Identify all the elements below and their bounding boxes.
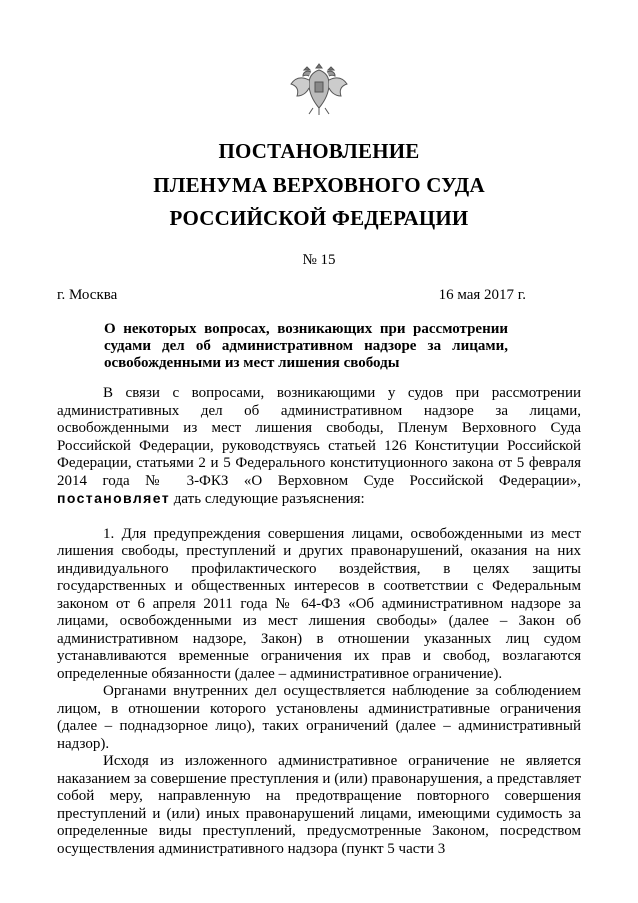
body-paragraph-2: Органами внутренних дел осуществляется наблюдение за соблюдением лицом, в отношении которого установлены административные ограничения (далее – поднадзорное лицо), таких ограничений (далее – административный надзор).	[57, 683, 581, 752]
preamble-text: В связи с вопросами, возникающими у судов при рассмотрении административных дел об административном надзоре за лицами, освобожденными из мест лишения свободы, Пленум Верховного Суда Российской Федерации, руководствуясь статьей 126 Конституции Российской Федерации, статьями 2 и 5 Федерального конституционного закона от 5 февраля 2014 года № 3-ФКЗ «О Верховном Суде Российской Федерации»,	[57, 385, 581, 489]
document-subject: О некоторых вопросах, возникающих при рассмотрении судами дел об административном надзоре за лицами, освобожденными из мест лишения свободы	[104, 321, 508, 371]
document-title-line-3: РОССИЙСКОЙ ФЕДЕРАЦИИ	[169, 206, 469, 230]
body-paragraph-1: 1. Для предупреждения совершения лицами, освобожденными из мест лишения свободы, преступлений и других правонарушений, оказания на них индивидуального профилактического воздействия, в целях защиты государственных и общественных интересов в соответствии с Федеральным законом от 6 апреля 2011 года № 64-ФЗ «Об административном надзоре за лицами, освобожденными из мест лишения свободы» (далее – Закон об административном надзоре, Закон) в отношении указанных лиц судом устанавливаются временные ограничения их прав и свобод, возлагаются определенные обязанности (далее – административное ограничение).	[57, 525, 581, 682]
document-body	[57, 385, 581, 858]
preamble-text-after: дать следующие разъяснения:	[173, 491, 365, 507]
document-place: г. Москва	[57, 287, 118, 303]
resolve-word: постановляет	[57, 490, 171, 506]
document-title-line-1: ПОСТАНОВЛЕНИЕ	[218, 139, 420, 163]
document-title-line-2: ПЛЕНУМА ВЕРХОВНОГО СУДА	[153, 173, 485, 197]
document-number: № 15	[302, 252, 336, 268]
document-date: 16 мая 2017 г.	[438, 287, 526, 303]
preamble-paragraph	[57, 385, 581, 509]
body-paragraph-3: Исходя из изложенного административное ограничение не является наказанием за совершение преступления и (или) правонарушения, а представляет собой меру, направленную на предотвращение повторного совершения преступлений и (или) иных правонарушений лицами, имеющими судимость за определенные виды преступлений, предусмотренные Законом, посредством осуществления административного надзора (пункт 5 части 3	[57, 753, 581, 857]
double-headed-eagle-icon	[287, 58, 351, 120]
